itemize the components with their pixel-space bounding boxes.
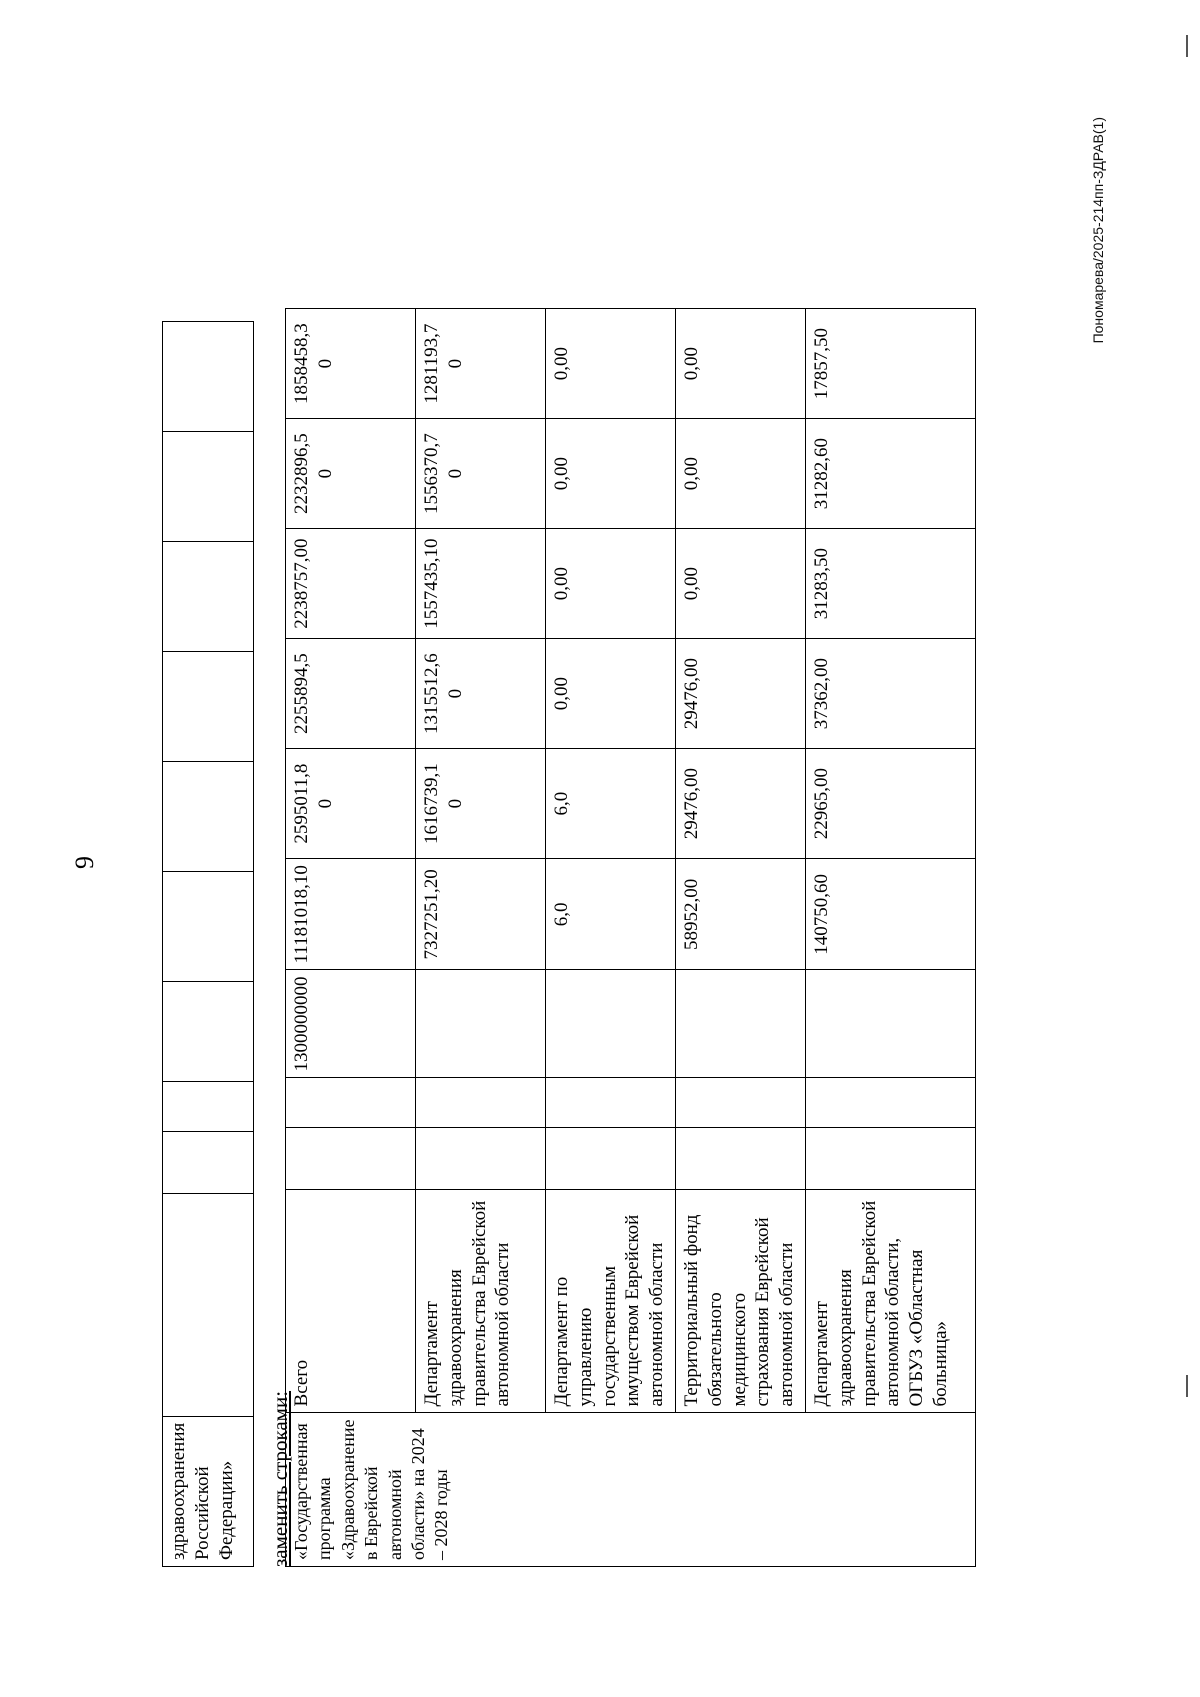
year-2026-cell: 31283,50 [806, 529, 976, 639]
total-cell: 6,0 [546, 859, 676, 970]
empty-cell [163, 651, 254, 761]
empty-cell [286, 1128, 416, 1190]
empty-cell [163, 431, 254, 541]
year-2024-cell: 1616739,1 0 [416, 749, 546, 859]
empty-cell [163, 321, 254, 431]
total-cell: 58952,00 [676, 859, 806, 970]
year-2024-cell: 6,0 [546, 749, 676, 859]
table-row [286, 309, 416, 1567]
replace-label: заменить строками: [268, 1390, 292, 1567]
total-cell: 140750,60 [806, 859, 976, 970]
row-label: Департамент здравоохранения правительства Еврейской автономной области, ОГБУЗ «Областная больница» [806, 1190, 976, 1413]
program-table [285, 308, 976, 1567]
cut-mark-left [1186, 1375, 1188, 1397]
code-cell: 1300000000 [286, 970, 416, 1078]
year-2024-cell: 22965,00 [806, 749, 976, 859]
year-2027-cell: 0,00 [676, 419, 806, 529]
cut-mark-right [1186, 35, 1188, 57]
continuation-row [163, 321, 254, 1566]
year-2026-cell: 2238757,00 [286, 529, 416, 639]
row-label: Департамент здравоохранения правительства Еврейской автономной области [416, 1190, 546, 1413]
year-2025-cell: 2255894,5 [286, 639, 416, 749]
year-2025-cell: 29476,00 [676, 639, 806, 749]
empty-cell [806, 1128, 976, 1190]
code-cell [806, 970, 976, 1078]
year-2026-cell: 0,00 [546, 529, 676, 639]
table-row [416, 309, 546, 1567]
year-2028-cell: 1858458,3 0 [286, 309, 416, 419]
empty-cell [163, 541, 254, 651]
table-row [806, 309, 976, 1567]
continuation-table [162, 321, 254, 1567]
code-cell [416, 970, 546, 1078]
code-cell [676, 970, 806, 1078]
empty-cell [163, 981, 254, 1081]
year-2027-cell: 2232896,5 0 [286, 419, 416, 529]
year-2028-cell: 17857,50 [806, 309, 976, 419]
code-cell [546, 970, 676, 1078]
year-2025-cell: 1315512,6 0 [416, 639, 546, 749]
year-2024-cell: 2595011,8 0 [286, 749, 416, 859]
empty-cell [163, 1193, 254, 1416]
year-2027-cell: 0,00 [546, 419, 676, 529]
table-row [676, 309, 806, 1567]
year-2028-cell: 0,00 [676, 309, 806, 419]
row-label: Всего [286, 1190, 416, 1413]
row-label: Департамент по управлению государственным имуществом Еврейской автономной области [546, 1190, 676, 1413]
empty-cell [163, 1131, 254, 1193]
row-label: Территориальный фонд обязательного медицинского страхования Еврейской автономной области [676, 1190, 806, 1413]
empty-cell [163, 761, 254, 871]
year-2024-cell: 29476,00 [676, 749, 806, 859]
empty-cell [416, 1128, 546, 1190]
year-2025-cell: 0,00 [546, 639, 676, 749]
page-number: 9 [70, 856, 99, 869]
year-2026-cell: 0,00 [676, 529, 806, 639]
empty-cell [676, 1128, 806, 1190]
year-2028-cell: 1281193,7 0 [416, 309, 546, 419]
empty-cell [286, 1078, 416, 1128]
year-2027-cell: 31282,60 [806, 419, 976, 529]
year-2027-cell: 1556370,7 0 [416, 419, 546, 529]
program-name-cell: «Государственная программа «Здравоохранение в Еврейской автономной области» на 2024 – 2028 годы [286, 1413, 976, 1567]
empty-cell [546, 1078, 676, 1128]
total-cell: 7327251,20 [416, 859, 546, 970]
empty-cell [806, 1078, 976, 1128]
year-2025-cell: 37362,00 [806, 639, 976, 749]
empty-cell [416, 1078, 546, 1128]
total-cell: 11181018,10 [286, 859, 416, 970]
empty-cell [676, 1078, 806, 1128]
empty-cell [163, 871, 254, 981]
year-2026-cell: 1557435,10 [416, 529, 546, 639]
table-row [546, 309, 676, 1567]
year-2028-cell: 0,00 [546, 309, 676, 419]
continuation-text: здравоохранения Российской Федерации» [163, 1416, 254, 1566]
document-code: Пономарева/2025-214пп-ЗДРАВ(1) [1090, 117, 1106, 344]
empty-cell [163, 1081, 254, 1131]
empty-cell [546, 1128, 676, 1190]
